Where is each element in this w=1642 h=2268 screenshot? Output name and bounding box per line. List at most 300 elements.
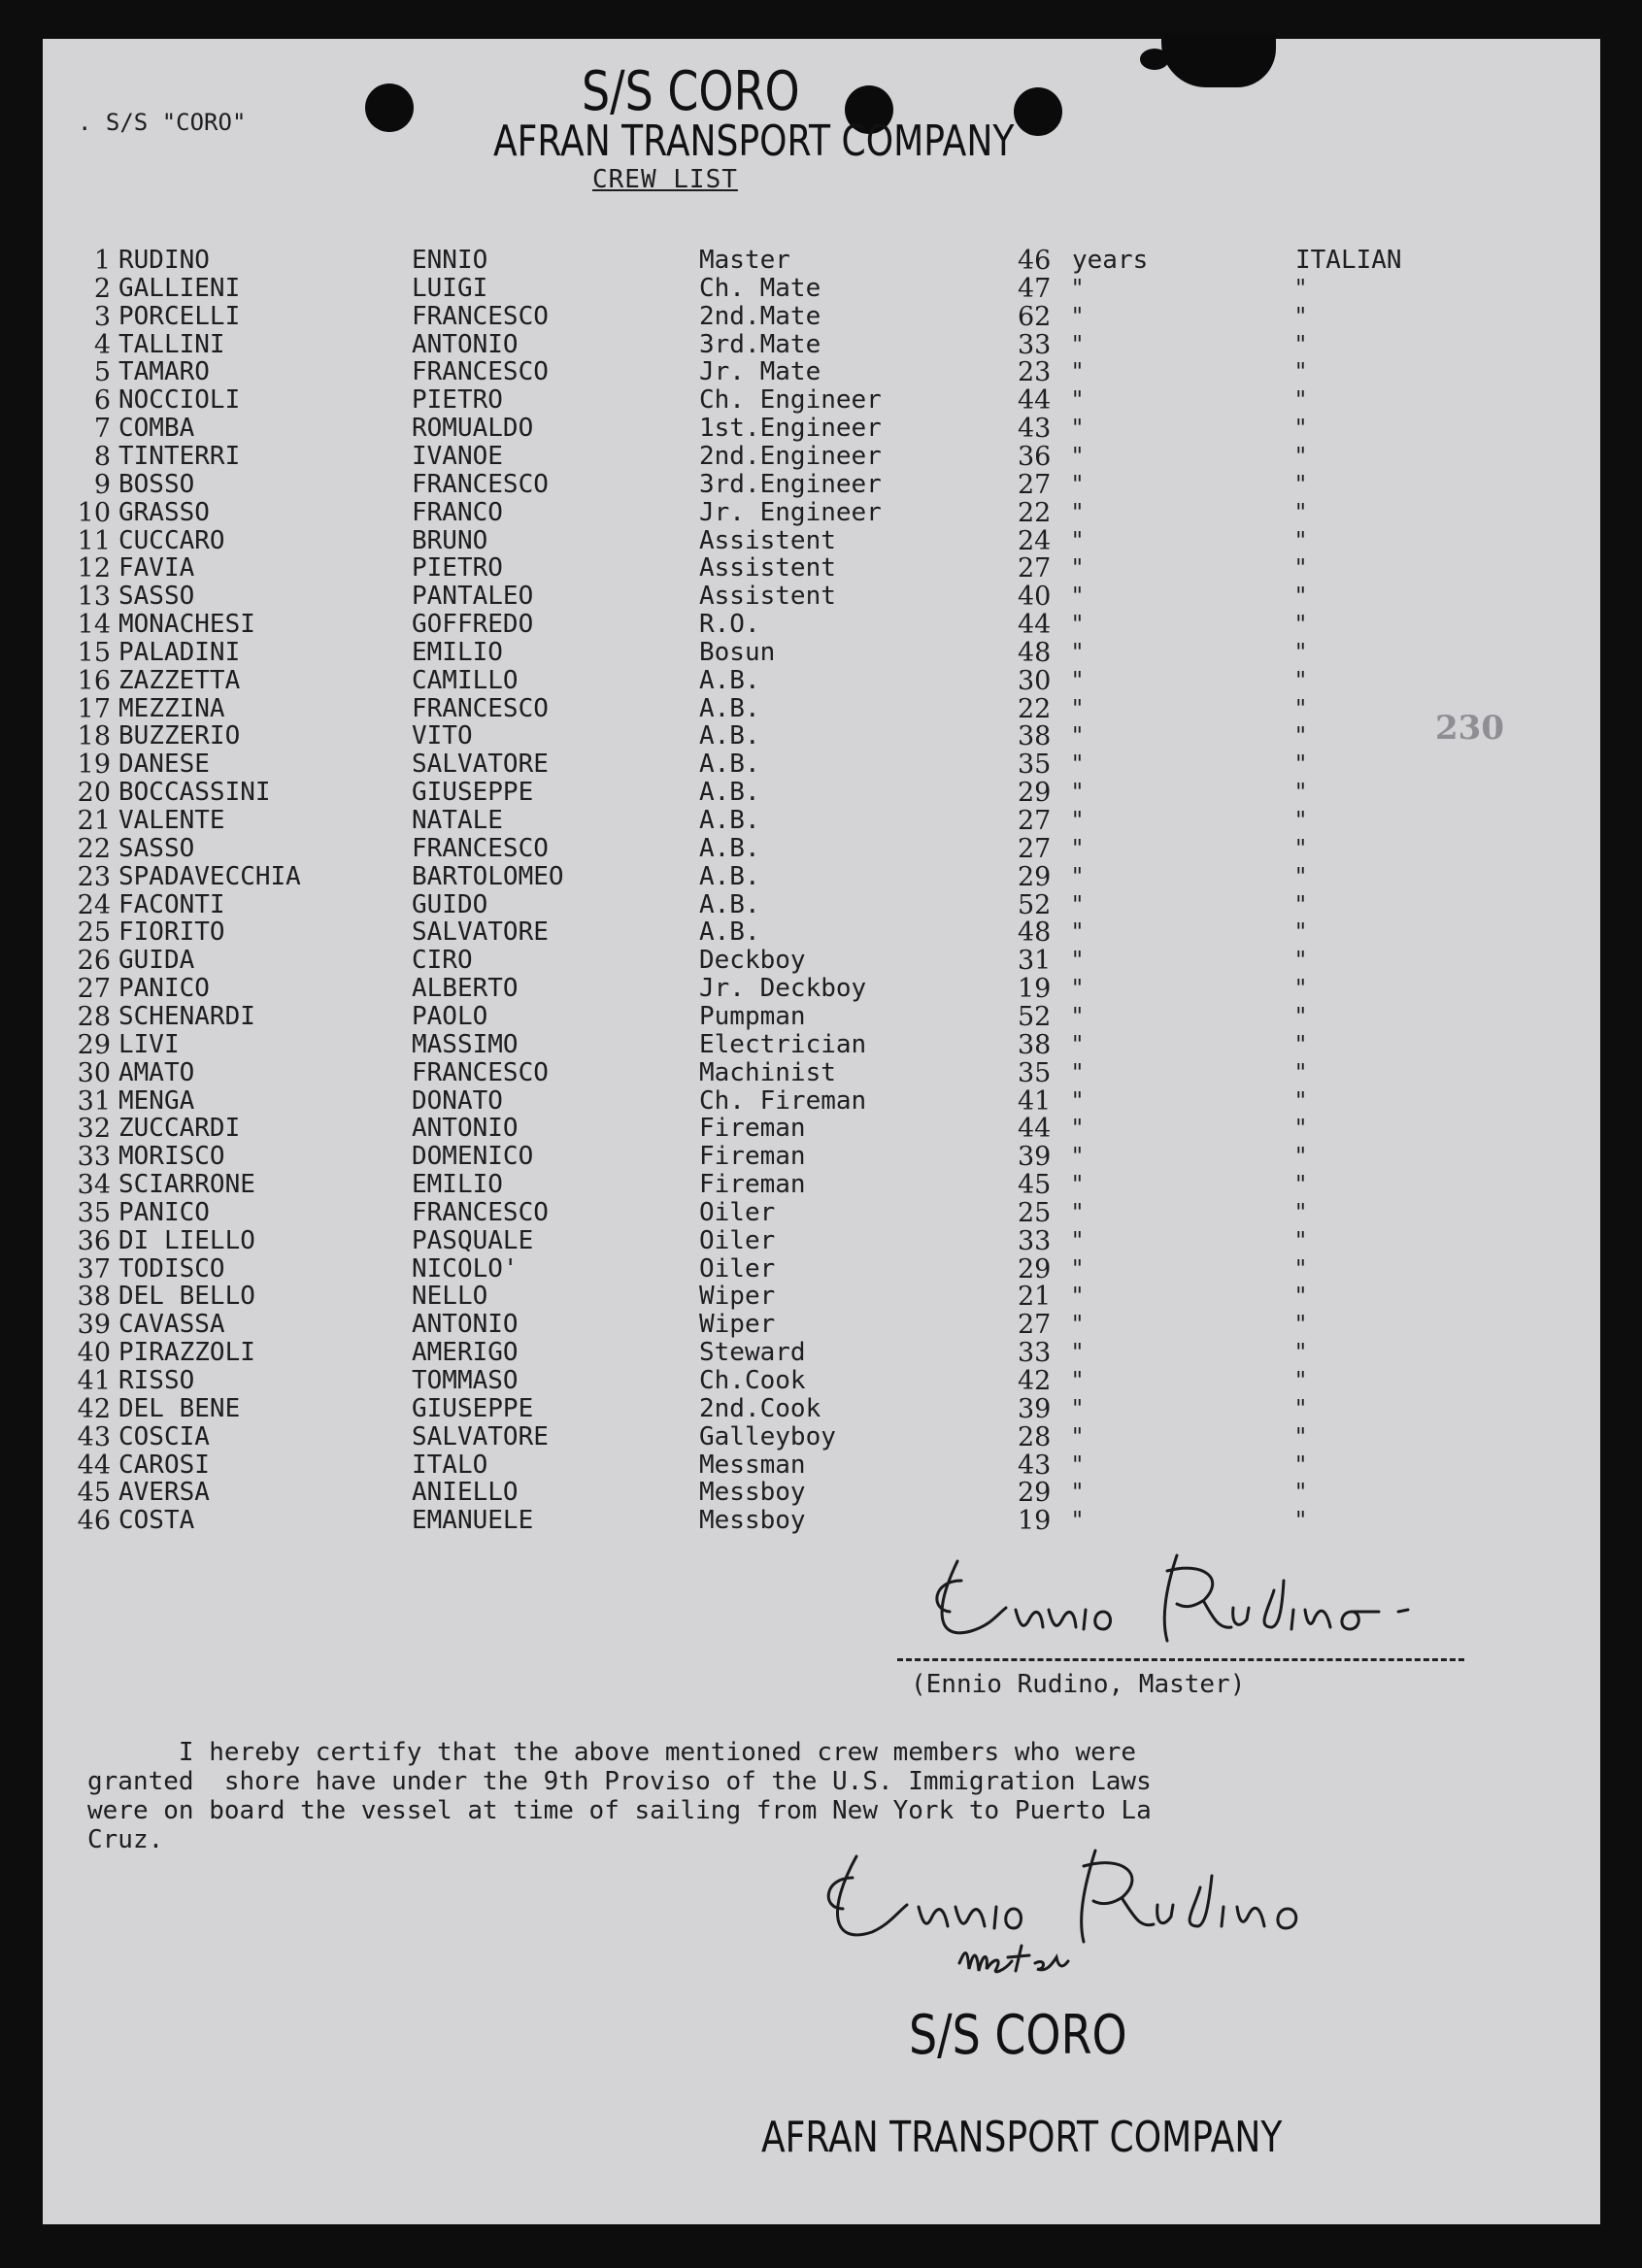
crew-last-name: COSCIA xyxy=(118,1421,210,1451)
crew-age-unit: " xyxy=(1072,1058,1084,1086)
crew-nationality: " xyxy=(1295,1143,1307,1171)
crew-age: 33 xyxy=(1018,1225,1052,1256)
crew-last-name: CUCCARO xyxy=(118,525,225,555)
crew-age: 39 xyxy=(1018,1142,1052,1173)
crew-rank: Messboy xyxy=(699,1478,806,1508)
crew-number: 19 xyxy=(77,750,111,781)
crew-nationality: " xyxy=(1295,1002,1307,1030)
crew-first-name: FRANCESCO xyxy=(412,301,549,331)
crew-last-name: PALADINI xyxy=(118,637,241,667)
crew-first-name: ENNIO xyxy=(412,246,488,275)
crew-nationality: " xyxy=(1295,274,1307,302)
crew-last-name: BOCCASSINI xyxy=(118,778,271,808)
crew-last-name: MONACHESI xyxy=(118,610,255,640)
crew-nationality: " xyxy=(1295,1171,1307,1199)
crew-rank: Ch. Fireman xyxy=(699,1085,867,1116)
crew-number: 10 xyxy=(77,497,111,528)
crew-nationality: " xyxy=(1295,1339,1307,1367)
crew-nationality: " xyxy=(1295,807,1307,834)
crew-age-unit: " xyxy=(1072,1086,1084,1115)
crew-last-name: RISSO xyxy=(118,1366,195,1395)
crew-age-unit: " xyxy=(1072,918,1084,947)
crew-age-unit: " xyxy=(1072,554,1084,583)
crew-nationality: " xyxy=(1295,442,1307,470)
crew-last-name: SCIARRONE xyxy=(118,1170,255,1200)
crew-number: 4 xyxy=(93,329,111,360)
crew-rank: Wiper xyxy=(699,1282,776,1312)
crew-rank: Ch. Mate xyxy=(699,273,821,303)
crew-nationality: " xyxy=(1295,834,1307,862)
crew-last-name: DEL BENE xyxy=(118,1393,241,1423)
crew-age-unit: " xyxy=(1072,1507,1084,1535)
crew-last-name: CAVASSA xyxy=(118,1310,225,1340)
crew-first-name: ANTONIO xyxy=(412,1114,519,1144)
crew-first-name: SALVATORE xyxy=(412,917,549,948)
crew-first-name: CAMILLO xyxy=(412,665,519,695)
crew-rank: Fireman xyxy=(699,1114,806,1144)
crew-rank: Fireman xyxy=(699,1142,806,1172)
crew-age-unit: " xyxy=(1072,526,1084,554)
crew-age-unit: " xyxy=(1072,386,1084,415)
crew-first-name: FRANCESCO xyxy=(412,693,549,723)
crew-nationality: " xyxy=(1295,470,1307,498)
crew-nationality: " xyxy=(1295,1115,1307,1143)
crew-rank: 3rd.Engineer xyxy=(699,469,882,499)
signature-line xyxy=(897,1658,1464,1661)
crew-rank: Jr. Engineer xyxy=(699,497,882,527)
company-stamp-header: AFRAN TRANSPORT COMPANY xyxy=(493,117,1015,166)
crew-number: 31 xyxy=(77,1085,111,1117)
crew-last-name: TAMARO xyxy=(118,357,210,387)
crew-list-heading: CREW LIST xyxy=(592,165,738,194)
crew-nationality: " xyxy=(1295,890,1307,918)
crew-first-name: CIRO xyxy=(412,946,473,976)
crew-nationality: " xyxy=(1295,918,1307,947)
crew-nationality: " xyxy=(1295,358,1307,386)
crew-number: 32 xyxy=(77,1114,111,1145)
crew-rank: Fireman xyxy=(699,1170,806,1200)
crew-last-name: MENGA xyxy=(118,1085,195,1116)
crew-age-unit: " xyxy=(1072,1226,1084,1254)
crew-rank: Jr. Deckboy xyxy=(699,974,867,1004)
crew-first-name: GUIDO xyxy=(412,889,488,919)
ship-stamp-footer: S/S CORO xyxy=(909,2004,1127,2067)
crew-rank: A.B. xyxy=(699,889,760,919)
crew-age-unit: " xyxy=(1072,358,1084,386)
crew-age-unit: " xyxy=(1072,274,1084,302)
crew-last-name: COMBA xyxy=(118,414,195,444)
crew-age-unit: " xyxy=(1072,807,1084,834)
crew-age: 44 xyxy=(1018,385,1052,417)
crew-number: 12 xyxy=(77,553,111,584)
crew-first-name: ANTONIO xyxy=(412,329,519,359)
crew-age: 44 xyxy=(1018,610,1052,641)
crew-first-name: ALBERTO xyxy=(412,974,519,1004)
crew-number: 40 xyxy=(77,1338,111,1369)
crew-rank: 2nd.Engineer xyxy=(699,441,882,471)
crew-number: 38 xyxy=(77,1282,111,1313)
crew-first-name: NATALE xyxy=(412,806,503,835)
crew-age: 52 xyxy=(1018,889,1052,920)
crew-number: 34 xyxy=(77,1170,111,1201)
crew-rank: Deckboy xyxy=(699,946,806,976)
crew-number: 20 xyxy=(77,778,111,809)
crew-rank: Oiler xyxy=(699,1253,776,1284)
crew-first-name: GIUSEPPE xyxy=(412,778,534,808)
crew-age-unit: " xyxy=(1072,470,1084,498)
crew-nationality: " xyxy=(1295,1198,1307,1226)
crew-rank: 2nd.Cook xyxy=(699,1393,821,1423)
crew-age-unit: " xyxy=(1072,666,1084,694)
crew-list-page xyxy=(43,39,1600,2224)
crew-last-name: MEZZINA xyxy=(118,693,225,723)
crew-first-name: ANIELLO xyxy=(412,1478,519,1508)
crew-rank: A.B. xyxy=(699,833,760,863)
crew-last-name: BOSSO xyxy=(118,469,195,499)
crew-number: 30 xyxy=(77,1057,111,1088)
crew-nationality: " xyxy=(1295,1030,1307,1058)
crew-first-name: NELLO xyxy=(412,1282,488,1312)
crew-age: 24 xyxy=(1018,525,1052,556)
crew-age: 43 xyxy=(1018,414,1052,445)
crew-age: 45 xyxy=(1018,1170,1052,1201)
crew-nationality: " xyxy=(1295,1254,1307,1283)
crew-last-name: PORCELLI xyxy=(118,301,241,331)
crew-number: 33 xyxy=(77,1142,111,1173)
crew-first-name: ANTONIO xyxy=(412,1310,519,1340)
crew-age-unit: " xyxy=(1072,890,1084,918)
crew-first-name: FRANCESCO xyxy=(412,469,549,499)
crew-first-name: SALVATORE xyxy=(412,750,549,780)
crew-number: 27 xyxy=(77,974,111,1005)
crew-last-name: GRASSO xyxy=(118,497,210,527)
crew-first-name: BARTOLOMEO xyxy=(412,861,564,891)
crew-nationality: " xyxy=(1295,1086,1307,1115)
crew-nationality: " xyxy=(1295,1283,1307,1311)
crew-first-name: PIETRO xyxy=(412,553,503,584)
crew-age: 30 xyxy=(1018,665,1052,696)
crew-last-name: TALLINI xyxy=(118,329,225,359)
crew-last-name: DI LIELLO xyxy=(118,1225,255,1255)
crew-nationality: " xyxy=(1295,611,1307,639)
crew-age-unit: " xyxy=(1072,1367,1084,1394)
master-signature-2 xyxy=(814,1849,1357,1994)
crew-age: 25 xyxy=(1018,1197,1052,1228)
crew-rank: 1st.Engineer xyxy=(699,414,882,444)
crew-age-unit: " xyxy=(1072,947,1084,975)
crew-nationality: " xyxy=(1295,386,1307,415)
crew-rank: Wiper xyxy=(699,1310,776,1340)
crew-rank: A.B. xyxy=(699,721,760,751)
crew-age-unit: " xyxy=(1072,442,1084,470)
crew-last-name: ZUCCARDI xyxy=(118,1114,241,1144)
crew-rank: Messboy xyxy=(699,1506,806,1536)
certification-text: I hereby certify that the above mentioned crew members who were granted shore have under the 9th Proviso of the U.S. Immigration Laws were on board the vessel at time of sailing from New York to Puerto La Cruz. xyxy=(87,1738,1152,1854)
crew-rank: Steward xyxy=(699,1338,806,1368)
crew-first-name: EMANUELE xyxy=(412,1506,534,1536)
crew-nationality: " xyxy=(1295,583,1307,611)
crew-rank: Assistent xyxy=(699,553,836,584)
crew-age: 31 xyxy=(1018,946,1052,977)
crew-first-name: SALVATORE xyxy=(412,1421,549,1451)
crew-first-name: DONATO xyxy=(412,1085,503,1116)
crew-number: 16 xyxy=(77,665,111,696)
crew-age: 33 xyxy=(1018,1338,1052,1369)
crew-nationality: " xyxy=(1295,947,1307,975)
crew-last-name: FIORITO xyxy=(118,917,225,948)
crew-rank: A.B. xyxy=(699,861,760,891)
crew-number: 9 xyxy=(93,469,111,500)
crew-age: 52 xyxy=(1018,1001,1052,1032)
crew-nationality: " xyxy=(1295,1394,1307,1422)
crew-nationality: " xyxy=(1295,526,1307,554)
crew-nationality: " xyxy=(1295,498,1307,526)
crew-number: 21 xyxy=(77,806,111,836)
crew-rank: Assistent xyxy=(699,525,836,555)
crew-age: 27 xyxy=(1018,553,1052,584)
crew-nationality: " xyxy=(1295,862,1307,890)
crew-age: 29 xyxy=(1018,861,1052,892)
crew-nationality: ITALIAN xyxy=(1295,246,1402,275)
crew-nationality: " xyxy=(1295,1451,1307,1479)
crew-rank: 3rd.Mate xyxy=(699,329,821,359)
crew-number: 6 xyxy=(93,385,111,417)
crew-first-name: GOFFREDO xyxy=(412,610,534,640)
crew-nationality: " xyxy=(1295,1058,1307,1086)
crew-age-unit: " xyxy=(1072,611,1084,639)
crew-age: 27 xyxy=(1018,833,1052,864)
crew-age: 22 xyxy=(1018,497,1052,528)
crew-last-name: AVERSA xyxy=(118,1478,210,1508)
crew-age-unit: " xyxy=(1072,1451,1084,1479)
crew-number: 26 xyxy=(77,946,111,977)
crew-first-name: PIETRO xyxy=(412,385,503,416)
crew-age-unit: " xyxy=(1072,722,1084,750)
crew-number: 5 xyxy=(93,357,111,388)
crew-age-unit: " xyxy=(1072,694,1084,722)
crew-nationality: " xyxy=(1295,415,1307,443)
crew-last-name: RUDINO xyxy=(118,246,210,275)
crew-nationality: " xyxy=(1295,779,1307,807)
crew-first-name: FRANCESCO xyxy=(412,1057,549,1087)
crew-last-name: MORISCO xyxy=(118,1142,225,1172)
crew-nationality: " xyxy=(1295,975,1307,1003)
crew-first-name: LUIGI xyxy=(412,273,488,303)
crew-nationality: " xyxy=(1295,554,1307,583)
crew-rank: Ch.Cook xyxy=(699,1366,806,1395)
crew-first-name: FRANCO xyxy=(412,497,503,527)
crew-number: 42 xyxy=(77,1393,111,1424)
crew-number: 23 xyxy=(77,861,111,892)
crew-age: 19 xyxy=(1018,974,1052,1005)
crew-age-unit: " xyxy=(1072,330,1084,358)
torn-corner-fragment xyxy=(1140,49,1169,70)
crew-age-unit: " xyxy=(1072,1002,1084,1030)
crew-number: 43 xyxy=(77,1421,111,1452)
crew-first-name: PASQUALE xyxy=(412,1225,534,1255)
crew-age: 29 xyxy=(1018,1253,1052,1284)
crew-rank: A.B. xyxy=(699,750,760,780)
crew-last-name: GALLIENI xyxy=(118,273,241,303)
crew-nationality: " xyxy=(1295,302,1307,330)
crew-rank: Bosun xyxy=(699,637,776,667)
crew-age-unit: " xyxy=(1072,498,1084,526)
crew-age-unit: " xyxy=(1072,1143,1084,1171)
crew-number: 24 xyxy=(77,889,111,920)
crew-age-unit: " xyxy=(1072,415,1084,443)
crew-last-name: PIRAZZOLI xyxy=(118,1338,255,1368)
crew-rank: A.B. xyxy=(699,665,760,695)
crew-number: 7 xyxy=(93,414,111,445)
crew-rank: A.B. xyxy=(699,693,760,723)
crew-first-name: BRUNO xyxy=(412,525,488,555)
crew-number: 45 xyxy=(77,1478,111,1509)
filing-number: 230 xyxy=(1435,709,1504,748)
crew-age: 38 xyxy=(1018,721,1052,752)
punch-hole-right xyxy=(1014,87,1062,136)
crew-age-unit: " xyxy=(1072,302,1084,330)
crew-age: 38 xyxy=(1018,1029,1052,1060)
crew-rank: 2nd.Mate xyxy=(699,301,821,331)
crew-age-unit: " xyxy=(1072,862,1084,890)
crew-nationality: " xyxy=(1295,1367,1307,1394)
crew-age: 35 xyxy=(1018,750,1052,781)
crew-first-name: AMERIGO xyxy=(412,1338,519,1368)
crew-rank: Pumpman xyxy=(699,1001,806,1031)
crew-last-name: SASSO xyxy=(118,833,195,863)
crew-last-name: PANICO xyxy=(118,974,210,1004)
crew-last-name: DEL BELLO xyxy=(118,1282,255,1312)
crew-rank: Oiler xyxy=(699,1225,776,1255)
crew-first-name: FRANCESCO xyxy=(412,833,549,863)
crew-last-name: FACONTI xyxy=(118,889,225,919)
crew-age-unit: years xyxy=(1072,246,1149,275)
crew-age-unit: " xyxy=(1072,1422,1084,1451)
crew-age: 48 xyxy=(1018,917,1052,949)
crew-age: 29 xyxy=(1018,1478,1052,1509)
crew-nationality: " xyxy=(1295,1507,1307,1535)
crew-age-unit: " xyxy=(1072,583,1084,611)
crew-age: 42 xyxy=(1018,1366,1052,1396)
crew-first-name: PANTALEO xyxy=(412,582,534,612)
crew-number: 36 xyxy=(77,1225,111,1256)
crew-number: 35 xyxy=(77,1197,111,1228)
crew-last-name: BUZZERIO xyxy=(118,721,241,751)
crew-age-unit: " xyxy=(1072,1339,1084,1367)
crew-nationality: " xyxy=(1295,638,1307,666)
crew-age: 27 xyxy=(1018,469,1052,500)
crew-age-unit: " xyxy=(1072,1311,1084,1339)
crew-age: 40 xyxy=(1018,582,1052,613)
crew-age: 33 xyxy=(1018,329,1052,360)
crew-number: 29 xyxy=(77,1029,111,1060)
crew-rank: Jr. Mate xyxy=(699,357,821,387)
crew-number: 13 xyxy=(77,582,111,613)
crew-first-name: EMILIO xyxy=(412,637,503,667)
crew-number: 44 xyxy=(77,1450,111,1481)
crew-first-name: ROMUALDO xyxy=(412,414,534,444)
crew-nationality: " xyxy=(1295,1226,1307,1254)
crew-age-unit: " xyxy=(1072,1030,1084,1058)
crew-age-unit: " xyxy=(1072,1394,1084,1422)
crew-first-name: IVANOE xyxy=(412,441,503,471)
crew-age-unit: " xyxy=(1072,1479,1084,1507)
crew-age-unit: " xyxy=(1072,750,1084,779)
crew-age-unit: " xyxy=(1072,1198,1084,1226)
punch-hole-left xyxy=(365,83,414,132)
crew-first-name: TOMMASO xyxy=(412,1366,519,1395)
crew-nationality: " xyxy=(1295,666,1307,694)
crew-number: 15 xyxy=(77,637,111,668)
crew-rank: Ch. Engineer xyxy=(699,385,882,416)
crew-last-name: VALENTE xyxy=(118,806,225,835)
crew-rank: Galleyboy xyxy=(699,1421,836,1451)
typed-ship-name: . S/S "CORO" xyxy=(78,109,247,136)
torn-corner xyxy=(1161,33,1276,87)
crew-nationality: " xyxy=(1295,1422,1307,1451)
company-stamp-footer: AFRAN TRANSPORT COMPANY xyxy=(761,2113,1283,2162)
crew-age-unit: " xyxy=(1072,975,1084,1003)
ship-stamp-header: S/S CORO xyxy=(582,60,800,123)
crew-rank: A.B. xyxy=(699,778,760,808)
crew-last-name: SASSO xyxy=(118,582,195,612)
crew-rank: R.O. xyxy=(699,610,760,640)
crew-rank: A.B. xyxy=(699,806,760,835)
crew-rank: Assistent xyxy=(699,582,836,612)
crew-rank: A.B. xyxy=(699,917,760,948)
crew-first-name: VITO xyxy=(412,721,473,751)
crew-age: 39 xyxy=(1018,1393,1052,1424)
crew-number: 46 xyxy=(77,1506,111,1537)
crew-age: 28 xyxy=(1018,1421,1052,1452)
crew-age: 62 xyxy=(1018,301,1052,332)
crew-last-name: DANESE xyxy=(118,750,210,780)
crew-age: 35 xyxy=(1018,1057,1052,1088)
crew-last-name: NOCCIOLI xyxy=(118,385,241,416)
crew-age: 47 xyxy=(1018,273,1052,304)
crew-last-name: SPADAVECCHIA xyxy=(118,861,301,891)
crew-age-unit: " xyxy=(1072,1171,1084,1199)
crew-age: 22 xyxy=(1018,693,1052,724)
crew-first-name: PAOLO xyxy=(412,1001,488,1031)
crew-age: 19 xyxy=(1018,1506,1052,1537)
crew-age: 23 xyxy=(1018,357,1052,388)
crew-age: 46 xyxy=(1018,246,1052,276)
crew-first-name: ITALO xyxy=(412,1450,488,1480)
crew-rank: Master xyxy=(699,246,790,275)
crew-number: 39 xyxy=(77,1310,111,1341)
crew-nationality: " xyxy=(1295,722,1307,750)
crew-age-unit: " xyxy=(1072,779,1084,807)
crew-age: 44 xyxy=(1018,1114,1052,1145)
crew-number: 17 xyxy=(77,693,111,724)
crew-age: 27 xyxy=(1018,1310,1052,1341)
crew-rank: Electrician xyxy=(699,1029,867,1059)
crew-rank: Machinist xyxy=(699,1057,836,1087)
crew-first-name: FRANCESCO xyxy=(412,1197,549,1227)
crew-number: 8 xyxy=(93,441,111,472)
crew-age: 21 xyxy=(1018,1282,1052,1313)
crew-rank: Oiler xyxy=(699,1197,776,1227)
crew-age-unit: " xyxy=(1072,1115,1084,1143)
crew-first-name: FRANCESCO xyxy=(412,357,549,387)
crew-last-name: TODISCO xyxy=(118,1253,225,1284)
crew-nationality: " xyxy=(1295,694,1307,722)
crew-first-name: DOMENICO xyxy=(412,1142,534,1172)
crew-last-name: ZAZZETTA xyxy=(118,665,241,695)
master-signature-1 xyxy=(922,1551,1447,1658)
crew-age-unit: " xyxy=(1072,1283,1084,1311)
